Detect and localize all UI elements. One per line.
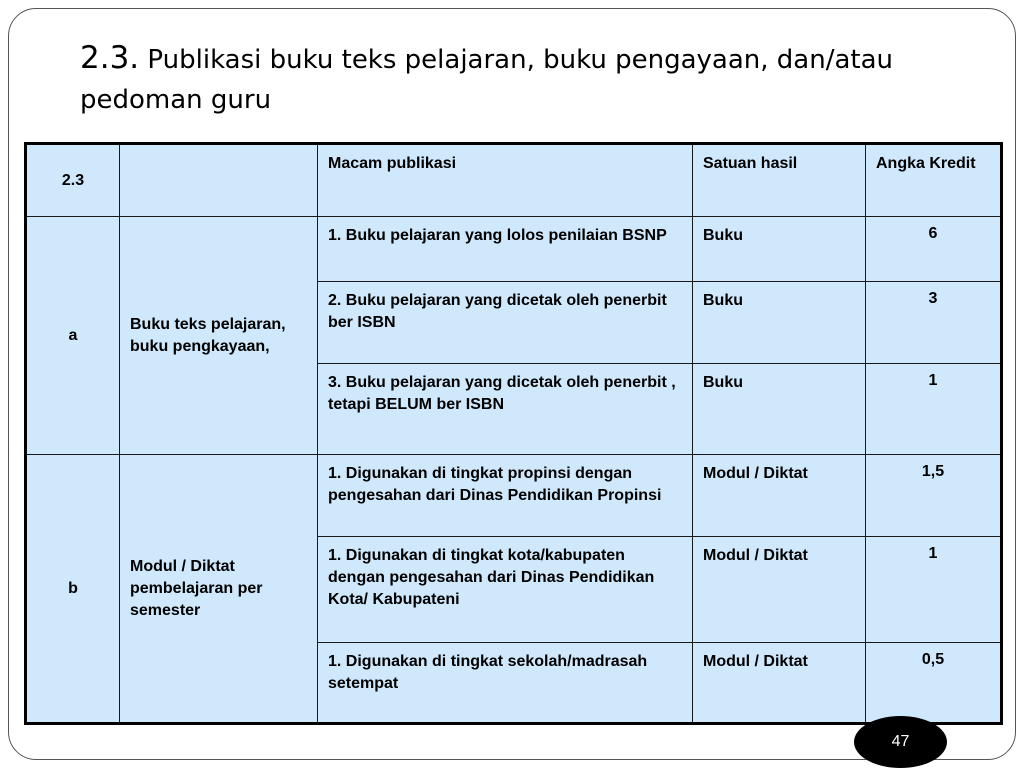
satuan-hasil-cell: Modul / Diktat <box>693 537 866 643</box>
group-category-a: Buku teks pelajaran, buku pengkayaan, <box>120 217 318 455</box>
macam-publikasi-cell: 1. Digunakan di tingkat kota/kabupaten dengan pengesahan dari Dinas Pendidikan Kota/ Kabupateni <box>318 537 693 643</box>
macam-publikasi-cell: 1. Digunakan di tingkat sekolah/madrasah setempat <box>318 643 693 724</box>
satuan-hasil-cell: Buku <box>693 217 866 282</box>
header-blank-cell <box>120 144 318 217</box>
group-letter-a: a <box>26 217 120 455</box>
angka-kredit-cell: 1 <box>866 537 1002 643</box>
table-row <box>26 455 1002 537</box>
macam-publikasi-cell: 3. Buku pelajaran yang dicetak oleh penerbit , tetapi BELUM ber ISBN <box>318 364 693 455</box>
page-number-badge <box>854 716 947 768</box>
angka-kredit-cell: 1,5 <box>866 455 1002 537</box>
slide-title <box>80 38 960 120</box>
publication-table <box>24 142 1003 725</box>
angka-kredit-cell: 6 <box>866 217 1002 282</box>
angka-kredit-cell: 1 <box>866 364 1002 455</box>
satuan-hasil-cell: Buku <box>693 364 866 455</box>
macam-publikasi-cell: 1. Digunakan di tingkat propinsi dengan pengesahan dari Dinas Pendidikan Propinsi <box>318 455 693 537</box>
title-text: Publikasi buku teks pelajaran, buku pengayaan, dan/atau pedoman guru <box>80 45 893 115</box>
angka-kredit-cell: 3 <box>866 282 1002 364</box>
header-macam-publikasi: Macam publikasi <box>318 144 693 217</box>
page-number: 47 <box>891 733 910 750</box>
header-satuan-hasil: Satuan hasil <box>693 144 866 217</box>
angka-kredit-cell: 0,5 <box>866 643 1002 724</box>
macam-publikasi-cell: 1. Buku pelajaran yang lolos penilaian BSNP <box>318 217 693 282</box>
macam-publikasi-cell: 2. Buku pelajaran yang dicetak oleh penerbit ber ISBN <box>318 282 693 364</box>
satuan-hasil-cell: Buku <box>693 282 866 364</box>
table-header-row <box>26 144 1002 217</box>
group-category-b: Modul / Diktat pembelajaran per semester <box>120 455 318 724</box>
table-row <box>26 217 1002 282</box>
header-angka-kredit: Angka Kredit <box>866 144 1002 217</box>
group-letter-b: b <box>26 455 120 724</box>
satuan-hasil-cell: Modul / Diktat <box>693 643 866 724</box>
satuan-hasil-cell: Modul / Diktat <box>693 455 866 537</box>
section-code-cell: 2.3 <box>26 144 120 217</box>
title-number: 2.3. <box>80 40 140 76</box>
